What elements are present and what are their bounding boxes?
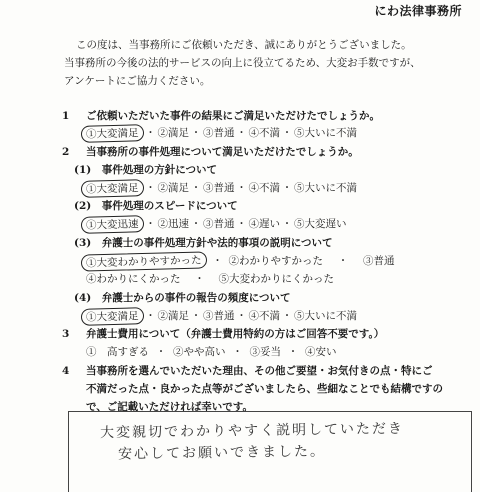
q2-sub4-option-5[interactable]: ⑤大いに不満 [294, 310, 357, 322]
q2-sub2-label: (2) 事件処理のスピードについて [74, 200, 238, 212]
q2-sub1-option-4[interactable]: ④不満 [248, 182, 280, 194]
question-1-options: ①大変満足 ・ ②満足 ・ ③普通 ・ ④不満 ・ ⑤大いに不満 [86, 125, 357, 142]
q2-sub1-options: ①大変満足 ・ ②満足 ・ ③普通 ・ ④不満 ・ ⑤大いに不満 [86, 180, 357, 197]
q2-sub4-options: ①大変満足 ・ ②満足 ・ ③普通 ・ ④不満 ・ ⑤大いに不満 [86, 308, 357, 325]
q1-option-2[interactable]: ②満足 [157, 127, 189, 139]
q2-sub4-label: (4) 弁護士からの事件の報告の頻度について [74, 292, 291, 304]
question-2 [62, 144, 359, 159]
question-1-text: ご依頼いただいた事件の結果にご満足いただけたでしょうか。 [86, 110, 380, 122]
intro-line-2: 当事務所の今後の法的サービスの向上に役立てるため、大変お手数ですが、 [64, 57, 421, 69]
q2-sub2-options: ①大変迅速 ・ ②迅速 ・ ③普通 ・ ④遅い ・ ⑤大変遅い [86, 216, 347, 233]
question-2-text: 当事務所の事件処理について満足いただけたでしょうか。 [86, 146, 359, 158]
q3-option-2[interactable]: ②やや高い [173, 346, 226, 358]
q3-option-1[interactable]: ① 高すぎる [86, 346, 149, 358]
handwritten-answer-line-1: 大変親切でわかりやすく説明していただき [99, 420, 405, 442]
q2-sub3-option-5[interactable]: ⑤大変わかりにくかった [218, 273, 334, 285]
q2-sub4-option-3[interactable]: ③普通 [203, 310, 235, 322]
handwritten-answer-line-2: 安心してお願いできました。 [117, 443, 327, 463]
q2-sub1-option-3[interactable]: ③普通 [203, 182, 235, 194]
q2-sub1-option-2[interactable]: ②満足 [157, 182, 189, 194]
q2-sub2-option-1-selected[interactable]: ①大変迅速 [81, 215, 144, 234]
q2-sub1-label: (1) 事件処理の方針について [74, 164, 218, 176]
q2-sub4-option-2[interactable]: ②満足 [157, 310, 189, 322]
q2-sub3-option-2[interactable]: ②わかりやすかった [228, 255, 323, 267]
q3-option-4[interactable]: ④安い [305, 346, 337, 358]
question-3 [62, 326, 384, 341]
question-4-number: 4 [62, 365, 70, 377]
q1-option-3[interactable]: ③普通 [203, 127, 235, 139]
q2-sub4-option-1-selected[interactable]: ①大変満足 [81, 307, 144, 326]
question-3-number: 3 [62, 328, 70, 340]
q1-option-1-selected[interactable]: ①大変満足 [81, 124, 144, 143]
question-2-number: 2 [62, 146, 70, 158]
intro-line-1: この度は、当事務所にご依頼いただき、誠にありがとうございました。 [76, 39, 412, 51]
q2-sub3-options-row-2: ④わかりにくかった ・ ⑤大変わかりにくかった [86, 273, 334, 285]
q2-sub2-option-4[interactable]: ④遅い [248, 218, 280, 230]
q2-sub3-option-1-selected[interactable]: ①大変わかりやすかった [81, 251, 207, 271]
question-1 [62, 108, 380, 123]
question-4-line-3: で、ご記載いただければ幸いです。 [86, 401, 253, 413]
question-4-line-2: 不満だった点・良かった点等がございましたら、些細なことでも結構ですの [86, 383, 443, 395]
q2-sub2-option-3[interactable]: ③普通 [203, 218, 235, 230]
q2-sub1-option-1-selected[interactable]: ①大変満足 [81, 179, 144, 198]
question-1-number: 1 [62, 110, 70, 122]
q2-sub1-option-5[interactable]: ⑤大いに不満 [294, 182, 357, 194]
q2-sub4-option-4[interactable]: ④不満 [248, 310, 280, 322]
q1-option-4[interactable]: ④不満 [248, 127, 280, 139]
firm-name: にわ法律事務所 [374, 4, 462, 18]
q2-sub3-options-row-1: ①大変わかりやすかった ・ ②わかりやすかった ・ ③普通 [86, 253, 395, 270]
question-3-text: 弁護士費用について（弁護士費用特約の方はご回答不要です。） [86, 328, 385, 340]
q2-sub3-label: (3) 弁護士の事件処理方針や法的事項の説明について [74, 237, 333, 249]
q1-option-5[interactable]: ⑤大いに不満 [294, 127, 357, 139]
q3-option-3[interactable]: ③妥当 [249, 346, 281, 358]
q2-sub3-option-4[interactable]: ④わかりにくかった [86, 273, 181, 285]
q2-sub2-option-2[interactable]: ②迅速 [157, 218, 189, 230]
intro-line-3: アンケートにご協力ください。 [64, 75, 211, 87]
question-4 [62, 362, 443, 416]
q2-sub3-option-3[interactable]: ③普通 [363, 255, 395, 267]
q2-sub2-option-5[interactable]: ⑤大変遅い [294, 218, 347, 230]
question-3-options: ① 高すぎる ・ ②やや高い ・ ③妥当 ・ ④安い [86, 346, 337, 358]
question-4-line-1: 当事務所を選んでいただいた理由、その他ご要望・お気付きの点・特にご [86, 365, 433, 377]
